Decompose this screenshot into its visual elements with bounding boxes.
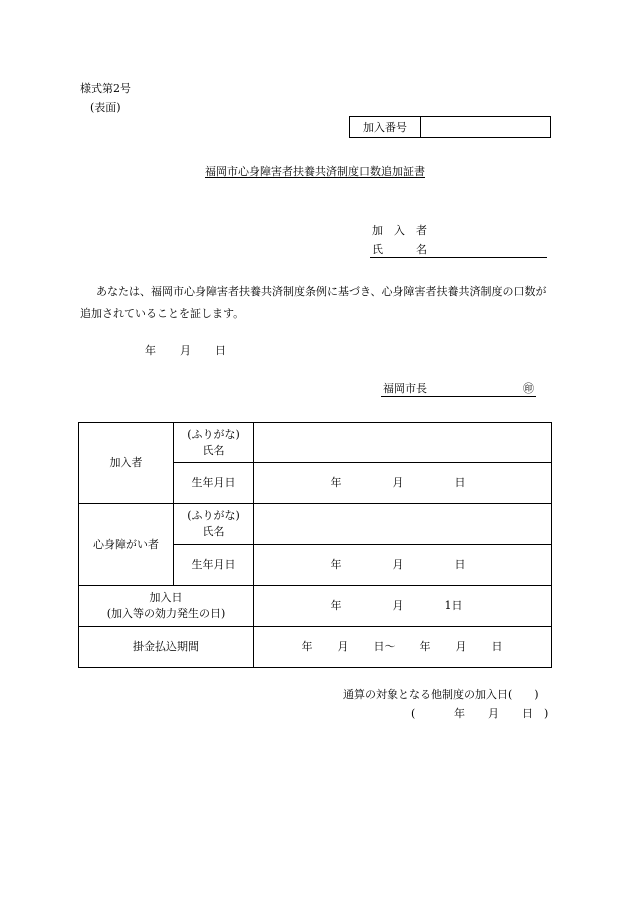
disabled-name-value[interactable] — [254, 504, 552, 545]
month-text: 月 — [392, 476, 404, 489]
payment-period-label: 掛金払込期間 — [79, 627, 254, 668]
subscriber-name-value[interactable] — [254, 423, 552, 463]
day-text: 日 — [491, 640, 503, 653]
first-day-text: 1日 — [444, 599, 463, 612]
form-side: (表面) — [90, 101, 121, 114]
furigana-label: (ふりがな) — [187, 427, 240, 441]
recipient-name-line — [370, 257, 547, 258]
month-text: 月 — [337, 640, 349, 653]
issuer-line — [381, 396, 536, 397]
enroll-date-value[interactable] — [254, 586, 552, 627]
disabled-person-header: 心身障がい者 — [79, 504, 174, 586]
footer-day: 日 — [522, 707, 533, 720]
issue-year: 年 — [145, 344, 156, 357]
year-text: 年 — [330, 599, 342, 612]
form-number: 様式第2号 — [80, 82, 131, 95]
issue-day: 日 — [215, 344, 226, 357]
month-text: 月 — [455, 640, 467, 653]
enrollment-number-box — [349, 116, 551, 138]
footer-month: 月 — [488, 707, 499, 720]
certification-text: あなたは、福岡市心身障害者扶養共済制度条例に基づき、心身障害者扶養共済制度の口数が追加されていることを証します。 — [80, 285, 547, 320]
day-text: 日 — [454, 558, 466, 571]
month-text: 月 — [392, 558, 404, 571]
footer-date-close: ) — [544, 707, 549, 720]
recipient-role: 加 入 者 — [372, 224, 427, 237]
subscriber-header: 加入者 — [79, 423, 174, 504]
disabled-name-label-cell — [174, 504, 254, 545]
month-text: 月 — [392, 599, 404, 612]
issuer-title: 福岡市長 — [383, 382, 427, 395]
enroll-date-note: (加入等の効力発生の日) — [106, 607, 226, 620]
year-text: 年 — [330, 558, 342, 571]
info-table — [78, 422, 552, 668]
document-title: 福岡市心身障害者扶養共済制度口数追加証書 — [205, 165, 425, 178]
recipient-name-label: 氏 名 — [372, 243, 427, 256]
subscriber-name-label-cell — [174, 423, 254, 463]
disabled-birthdate-value[interactable] — [254, 545, 552, 586]
footer-date-open: ( — [411, 707, 416, 720]
period-day-text: 日〜 — [373, 640, 396, 653]
furigana-label: (ふりがな) — [187, 509, 240, 522]
other-system-label: 通算の対象となる他制度の加入日( ) — [343, 688, 539, 701]
name-label: 氏名 — [202, 525, 225, 538]
enrollment-number-label: 加入番号 — [350, 117, 421, 137]
year-text: 年 — [330, 476, 342, 489]
seal-mark: ㊞ — [523, 382, 534, 395]
day-text: 日 — [454, 476, 466, 489]
enroll-date-label-cell — [79, 586, 254, 627]
footer-year: 年 — [454, 707, 465, 720]
subscriber-birthdate-value[interactable] — [254, 463, 552, 504]
enrollment-number-value[interactable] — [421, 117, 550, 137]
issue-month: 月 — [180, 344, 191, 357]
payment-period-value[interactable] — [254, 627, 552, 668]
subscriber-birthdate-label: 生年月日 — [174, 463, 254, 504]
name-label: 氏名 — [202, 443, 225, 457]
disabled-birthdate-label: 生年月日 — [174, 545, 254, 586]
year-text: 年 — [301, 640, 313, 653]
enroll-date-label: 加入日 — [149, 591, 183, 604]
document-title-wrap — [0, 163, 630, 179]
year-text: 年 — [419, 640, 431, 653]
